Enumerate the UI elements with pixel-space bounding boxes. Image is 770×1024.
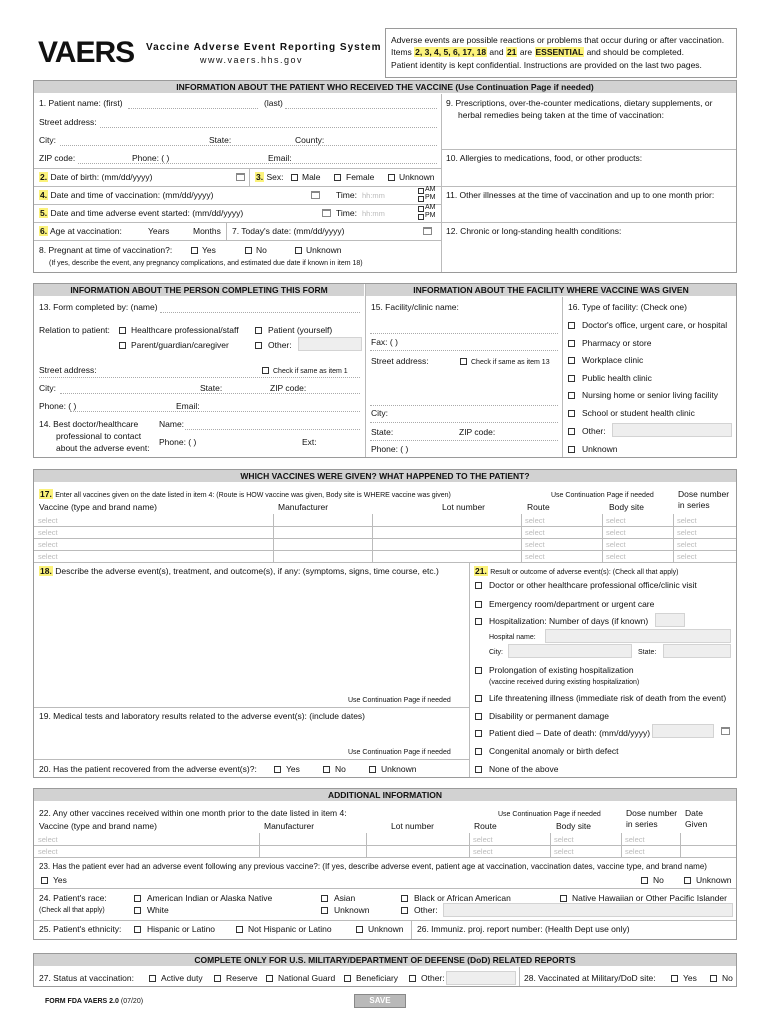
calendar-icon[interactable] bbox=[322, 209, 331, 217]
hospital-state-input[interactable] bbox=[663, 644, 731, 658]
notice-line1: Adverse events are possible reactions or problems that occur during or after vaccination. bbox=[391, 35, 725, 45]
best-doctor-label-3: about the adverse event: bbox=[56, 443, 150, 453]
outcome-hospitalization-checkbox[interactable] bbox=[475, 618, 482, 625]
save-button[interactable]: SAVE bbox=[354, 994, 406, 1008]
item18-label: 18. Describe the adverse event(s), treatment, and outcome(s), if any: (symptoms, signs, time course, etc.) bbox=[40, 566, 439, 576]
sex-male-label: Male bbox=[302, 172, 321, 182]
allergies-label: 10. Allergies to medications, food, or other products: bbox=[446, 153, 643, 163]
sex-label: 3. Sex: bbox=[256, 172, 284, 182]
site-row2-select[interactable]: select bbox=[606, 528, 626, 537]
vaccine-row3-select[interactable]: select bbox=[38, 540, 58, 549]
col-route: Route bbox=[527, 502, 550, 512]
reporter-city-label: City: bbox=[39, 383, 56, 393]
ae-pm-checkbox[interactable] bbox=[418, 214, 424, 220]
facility-unknown-label: Unknown bbox=[582, 444, 618, 454]
recovered-unknown-checkbox[interactable] bbox=[369, 766, 376, 773]
facility-other-input[interactable] bbox=[612, 423, 732, 437]
pregnant-label: 8. Pregnant at time of vaccination?: bbox=[39, 245, 173, 255]
relation-other-label: Other: bbox=[268, 340, 292, 350]
add-col-manufacturer: Manufacturer bbox=[264, 821, 315, 831]
race-aian-label: American Indian or Alaska Native bbox=[147, 893, 273, 903]
add-col-lot: Lot number bbox=[391, 821, 434, 831]
add-dose-row2-select[interactable]: select bbox=[625, 847, 645, 856]
status-beneficiary-label: Beneficiary bbox=[356, 973, 399, 983]
website: www.vaers.hhs.gov bbox=[200, 55, 304, 65]
patient-header: INFORMATION ABOUT THE PATIENT WHO RECEIVED THE VACCINE (Use Continuation Page if needed) bbox=[34, 81, 736, 93]
sex-unknown-label: Unknown bbox=[399, 172, 435, 182]
status-other-label: Other: bbox=[421, 973, 445, 983]
medications-label-2: herbal remedies being taken at the time of vaccination: bbox=[458, 110, 665, 120]
age-years-label: Years bbox=[148, 226, 170, 236]
doctor-name-label: Name: bbox=[159, 419, 185, 429]
outcome-died-checkbox[interactable] bbox=[475, 730, 482, 737]
additional-header: ADDITIONAL INFORMATION bbox=[34, 789, 736, 801]
sex-unknown-checkbox[interactable] bbox=[388, 174, 395, 181]
vax-am-checkbox[interactable] bbox=[418, 188, 424, 194]
outcome-congenital-checkbox[interactable] bbox=[475, 748, 482, 755]
outcome-doctor-checkbox[interactable] bbox=[475, 582, 482, 589]
facility-nursing-checkbox[interactable] bbox=[568, 392, 575, 399]
facility-state-label: State: bbox=[371, 427, 394, 437]
reporter-header: INFORMATION ABOUT THE PERSON COMPLETING THIS FORM bbox=[34, 284, 364, 296]
race-other-label: Other: bbox=[414, 905, 438, 915]
notice-line2: Items 2, 3, 4, 5, 6, 17, 18 and 21 are ESSENTIAL and should be completed. bbox=[391, 47, 684, 57]
patient-email-label: Email: bbox=[268, 153, 292, 163]
calendar-icon[interactable] bbox=[311, 191, 320, 199]
dose-header: Dose number in series bbox=[678, 489, 730, 510]
add-site-row1-select[interactable]: select bbox=[554, 835, 574, 844]
sex-male-checkbox[interactable] bbox=[291, 174, 298, 181]
dose-row1-select[interactable]: select bbox=[677, 516, 697, 525]
medications-label: 9. Prescriptions, over-the-counter medications, dietary supplements, or bbox=[446, 98, 713, 108]
item19-continuation: Use Continuation Page if needed bbox=[348, 749, 451, 756]
facility-doctor-label: Doctor's office, urgent care, or hospital bbox=[582, 320, 728, 330]
race-unknown-checkbox[interactable] bbox=[321, 907, 328, 914]
add-col-vaccine: Vaccine (type and brand name) bbox=[39, 821, 157, 831]
mil-site-yes-label: Yes bbox=[683, 973, 697, 983]
vaccine-row2-select[interactable]: select bbox=[38, 528, 58, 537]
same-as-item1-checkbox[interactable] bbox=[262, 367, 269, 374]
race-unknown-label: Unknown bbox=[334, 905, 370, 915]
vax-date-label: 4. Date and time of vaccination: (mm/dd/yyyy) bbox=[40, 190, 214, 200]
facility-public-label: Public health clinic bbox=[582, 373, 652, 383]
status-guard-checkbox[interactable] bbox=[266, 975, 273, 982]
col-lot: Lot number bbox=[442, 502, 485, 512]
race-asian-label: Asian bbox=[334, 893, 356, 903]
status-reserve-label: Reserve bbox=[226, 973, 258, 983]
item27-label: 27. Status at vaccination: bbox=[39, 973, 134, 983]
patient-city-label: City: bbox=[39, 135, 56, 145]
age-label: 6. Age at vaccination: bbox=[40, 226, 122, 236]
item19-label: 19. Medical tests and laboratory results related to the adverse event(s): (include dates) bbox=[39, 711, 366, 721]
item24-note: (Check all that apply) bbox=[39, 907, 105, 914]
calendar-icon[interactable] bbox=[721, 727, 730, 735]
ae-time-input[interactable]: hh:mm bbox=[362, 209, 385, 218]
dose-row2-select[interactable]: select bbox=[677, 528, 697, 537]
vax-time-label: Time: bbox=[336, 190, 357, 200]
pregnant-note: (If yes, describe the event, any pregnancy complications, and estimated due date if known in item 18) bbox=[49, 260, 363, 267]
vax-time-input[interactable]: hh:mm bbox=[362, 191, 385, 200]
col-manufacturer: Manufacturer bbox=[278, 502, 329, 512]
relation-hcp-checkbox[interactable] bbox=[119, 327, 126, 334]
patient-state-label: State: bbox=[209, 135, 232, 145]
prev-ae-unknown-checkbox[interactable] bbox=[684, 877, 691, 884]
status-guard-label: National Guard bbox=[278, 973, 336, 983]
race-white-label: White bbox=[147, 905, 169, 915]
patient-phone-label: Phone: ( ) bbox=[132, 153, 170, 163]
mil-site-no-checkbox[interactable] bbox=[710, 975, 717, 982]
ae-am-label: AM bbox=[425, 204, 436, 211]
prev-ae-unknown-label: Unknown bbox=[696, 875, 732, 885]
facility-other-checkbox[interactable] bbox=[568, 428, 575, 435]
best-doctor-label-2: professional to contact bbox=[56, 431, 142, 441]
relation-patient-label: Patient (yourself) bbox=[268, 325, 333, 335]
facility-fax-label: Fax: ( ) bbox=[371, 337, 398, 347]
site-row4-select[interactable]: select bbox=[606, 552, 626, 561]
ethnicity-unknown-label: Unknown bbox=[368, 924, 404, 934]
status-other-checkbox[interactable] bbox=[409, 975, 416, 982]
status-active-checkbox[interactable] bbox=[149, 975, 156, 982]
hospital-name-input[interactable] bbox=[545, 629, 731, 643]
facility-pharmacy-label: Pharmacy or store bbox=[582, 338, 652, 348]
facility-school-label: School or student health clinic bbox=[582, 408, 695, 418]
outcome-none-label: None of the above bbox=[489, 764, 559, 774]
race-nhpi-checkbox[interactable] bbox=[560, 895, 567, 902]
doctor-phone-label: Phone: ( ) bbox=[159, 437, 197, 447]
facility-workplace-label: Workplace clinic bbox=[582, 355, 644, 365]
status-reserve-checkbox[interactable] bbox=[214, 975, 221, 982]
reporter-state-label: State: bbox=[200, 383, 223, 393]
ethnicity-not-hispanic-checkbox[interactable] bbox=[236, 926, 243, 933]
item17-label: 17. Enter all vaccines given on the date listed in item 4: (Route is HOW vaccine was given, Body site is WHERE vaccine was given) bbox=[40, 489, 451, 499]
ae-am-checkbox[interactable] bbox=[418, 206, 424, 212]
facility-workplace-checkbox[interactable] bbox=[568, 357, 575, 364]
item18-continuation: Use Continuation Page if needed bbox=[348, 697, 451, 704]
race-other-checkbox[interactable] bbox=[401, 907, 408, 914]
sex-female-label: Female bbox=[346, 172, 375, 182]
ae-pm-label: PM bbox=[425, 212, 436, 219]
item25-label: 25. Patient's ethnicity: bbox=[39, 924, 122, 934]
pregnant-no-checkbox[interactable] bbox=[245, 247, 252, 254]
calendar-icon[interactable] bbox=[236, 173, 245, 181]
reporter-email-label: Email: bbox=[176, 401, 200, 411]
recovered-no-label: No bbox=[335, 764, 346, 774]
facility-city-label: City: bbox=[371, 408, 388, 418]
item20-label: 20. Has the patient recovered from the adverse event(s)?: bbox=[39, 764, 257, 774]
notice-line3: Patient identity is kept confidential. Instructions are provided on the last two pages. bbox=[391, 60, 702, 70]
ethnicity-unknown-checkbox[interactable] bbox=[356, 926, 363, 933]
dob-label: 2. Date of birth: (mm/dd/yyyy) bbox=[40, 172, 153, 182]
reporter-street-label: Street address: bbox=[39, 365, 97, 375]
calendar-icon[interactable] bbox=[423, 227, 432, 235]
facility-nursing-label: Nursing home or senior living facility bbox=[582, 390, 719, 400]
system-title: Vaccine Adverse Event Reporting System bbox=[146, 42, 382, 53]
facility-other-label: Other: bbox=[582, 426, 606, 436]
patient-county-label: County: bbox=[295, 135, 325, 145]
completed-by-label: 13. Form completed by: (name) bbox=[39, 302, 158, 312]
best-doctor-label: 14. Best doctor/healthcare bbox=[39, 419, 139, 429]
prev-ae-no-checkbox[interactable] bbox=[641, 877, 648, 884]
add-dose-row1-select[interactable]: select bbox=[625, 835, 645, 844]
facility-street-label: Street address: bbox=[371, 356, 429, 366]
add-col-route: Route bbox=[474, 821, 497, 831]
form-id: FORM FDA VAERS 2.0 (07/20) bbox=[45, 998, 144, 1005]
facility-type-label: 16. Type of facility: (Check one) bbox=[568, 302, 687, 312]
ae-time-label: Time: bbox=[336, 208, 357, 218]
race-aian-checkbox[interactable] bbox=[134, 895, 141, 902]
outcome-hospitalization-label: Hospitalization: Number of days (if known) bbox=[489, 616, 649, 626]
hospital-city-label: City: bbox=[489, 649, 503, 656]
race-other-input[interactable] bbox=[443, 903, 733, 917]
race-asian-checkbox[interactable] bbox=[321, 895, 328, 902]
pregnant-yes-checkbox[interactable] bbox=[191, 247, 198, 254]
hospital-days-input[interactable] bbox=[655, 613, 685, 627]
status-other-input[interactable] bbox=[446, 971, 516, 985]
race-black-label: Black or African American bbox=[414, 893, 511, 903]
ethnicity-not-hispanic-label: Not Hispanic or Latino bbox=[248, 924, 332, 934]
patient-street-label: Street address: bbox=[39, 117, 97, 127]
dose-row3-select[interactable]: select bbox=[677, 540, 697, 549]
race-black-checkbox[interactable] bbox=[401, 895, 408, 902]
race-nhpi-label: Native Hawaiian or Other Pacific Islander bbox=[572, 893, 727, 903]
prev-ae-yes-checkbox[interactable] bbox=[41, 877, 48, 884]
hospital-state-label: State: bbox=[638, 649, 657, 656]
route-row2-select[interactable]: select bbox=[525, 528, 545, 537]
status-active-label: Active duty bbox=[161, 973, 203, 983]
item26-label: 26. Immuniz. proj. report number: (Health Dept use only) bbox=[417, 924, 630, 934]
patient-last-label: (last) bbox=[264, 98, 283, 108]
outcome-disability-checkbox[interactable] bbox=[475, 713, 482, 720]
vaers-logo: VAERS bbox=[38, 36, 135, 69]
pregnant-unknown-checkbox[interactable] bbox=[295, 247, 302, 254]
prolongation-note: (vaccine received during existing hospitalization) bbox=[489, 679, 640, 686]
route-row4-select[interactable]: select bbox=[525, 552, 545, 561]
dose-row4-select[interactable]: select bbox=[677, 552, 697, 561]
prev-ae-yes-label: Yes bbox=[53, 875, 67, 885]
sex-female-checkbox[interactable] bbox=[334, 174, 341, 181]
outcome-none-checkbox[interactable] bbox=[475, 766, 482, 773]
add-site-row2-select[interactable]: select bbox=[554, 847, 574, 856]
same-as-item13-checkbox[interactable] bbox=[460, 358, 467, 365]
recovered-yes-label: Yes bbox=[286, 764, 300, 774]
facility-public-checkbox[interactable] bbox=[568, 375, 575, 382]
pregnant-unknown-label: Unknown bbox=[306, 245, 342, 255]
item23-label: 23. Has the patient ever had an adverse event following any previous vaccine?: (If yes, describe adverse event, patient age at vaccination, vaccination dates, vaccine type, and brand name) bbox=[39, 862, 707, 871]
relation-other-checkbox[interactable] bbox=[255, 342, 262, 349]
add-vaccine-row2-select[interactable]: select bbox=[38, 847, 58, 856]
same-as-item1-label: Check if same as item 1 bbox=[273, 368, 348, 375]
vax-am-label: AM bbox=[425, 186, 436, 193]
facility-phone-label: Phone: ( ) bbox=[371, 444, 409, 454]
ethnicity-hispanic-label: Hispanic or Latino bbox=[147, 924, 216, 934]
relation-label: Relation to patient: bbox=[39, 325, 110, 335]
route-row1-select[interactable]: select bbox=[525, 516, 545, 525]
vaccine-row4-select[interactable]: select bbox=[38, 552, 58, 561]
chronic-label: 12. Chronic or long-standing health conditions: bbox=[446, 226, 622, 236]
hospital-name-label: Hospital name: bbox=[489, 634, 536, 641]
same-as-item13-label: Check if same as item 13 bbox=[471, 359, 550, 366]
status-beneficiary-checkbox[interactable] bbox=[344, 975, 351, 982]
age-months-label: Months bbox=[193, 226, 221, 236]
facility-doctor-checkbox[interactable] bbox=[568, 322, 575, 329]
item21-label: 21. Result or outcome of adverse event(s): (Check all that apply) bbox=[475, 566, 679, 576]
recovered-unknown-label: Unknown bbox=[381, 764, 417, 774]
reporter-phone-label: Phone: ( ) bbox=[39, 401, 77, 411]
outcome-died-label: Patient died – Date of death: (mm/dd/yyyy) bbox=[489, 728, 651, 738]
reporter-zip-label: ZIP code: bbox=[270, 383, 307, 393]
item22-continuation: Use Continuation Page if needed bbox=[498, 811, 601, 818]
facility-pharmacy-checkbox[interactable] bbox=[568, 340, 575, 347]
pregnant-no-label: No bbox=[256, 245, 267, 255]
outcome-er-label: Emergency room/department or urgent care bbox=[489, 599, 655, 609]
relation-hcp-label: Healthcare professional/staff bbox=[131, 325, 239, 335]
col-vaccine: Vaccine (type and brand name) bbox=[39, 502, 157, 512]
outcome-doctor-label: Doctor or other healthcare professional office/clinic visit bbox=[489, 580, 697, 590]
military-header: COMPLETE ONLY FOR U.S. MILITARY/DEPARTMENT OF DEFENSE (DoD) RELATED REPORTS bbox=[34, 954, 736, 966]
add-col-body-site: Body site bbox=[556, 821, 591, 831]
doctor-ext-label: Ext: bbox=[302, 437, 317, 447]
add-vaccine-row1-select[interactable]: select bbox=[38, 835, 58, 844]
add-col-date: Date Given bbox=[685, 808, 708, 829]
vaccines-header: WHICH VACCINES WERE GIVEN? WHAT HAPPENED TO THE PATIENT? bbox=[34, 470, 736, 482]
patient-zip-label: ZIP code: bbox=[39, 153, 76, 163]
hospital-city-input[interactable] bbox=[508, 644, 632, 658]
add-route-row1-select[interactable]: select bbox=[473, 835, 493, 844]
relation-parent-checkbox[interactable] bbox=[119, 342, 126, 349]
site-row3-select[interactable]: select bbox=[606, 540, 626, 549]
route-row3-select[interactable]: select bbox=[525, 540, 545, 549]
facility-zip-label: ZIP code: bbox=[459, 427, 496, 437]
item17-continuation: Use Continuation Page if needed bbox=[551, 492, 654, 499]
patient-name-label: 1. Patient name: (first) bbox=[39, 98, 123, 108]
recovered-yes-checkbox[interactable] bbox=[274, 766, 281, 773]
col-body-site: Body site bbox=[609, 502, 644, 512]
outcome-disability-label: Disability or permanent damage bbox=[489, 711, 610, 721]
item24-label: 24. Patient's race: bbox=[39, 893, 107, 903]
race-white-checkbox[interactable] bbox=[134, 907, 141, 914]
item28-label: 28. Vaccinated at Military/DoD site: bbox=[524, 973, 656, 983]
pregnant-yes-label: Yes bbox=[202, 245, 216, 255]
death-date-input[interactable] bbox=[652, 724, 714, 738]
site-row1-select[interactable]: select bbox=[606, 516, 626, 525]
illnesses-label: 11. Other illnesses at the time of vaccination and up to one month prior: bbox=[446, 190, 715, 200]
facility-name-label: 15. Facility/clinic name: bbox=[371, 302, 459, 312]
relation-other-input[interactable] bbox=[298, 337, 362, 351]
relation-parent-label: Parent/guardian/caregiver bbox=[131, 340, 229, 350]
relation-patient-checkbox[interactable] bbox=[255, 327, 262, 334]
add-route-row2-select[interactable]: select bbox=[473, 847, 493, 856]
prev-ae-no-label: No bbox=[653, 875, 664, 885]
vax-pm-checkbox[interactable] bbox=[418, 196, 424, 202]
vax-pm-label: PM bbox=[425, 194, 436, 201]
outcome-congenital-label: Congenital anomaly or birth defect bbox=[489, 746, 619, 756]
outcome-prolongation-label: Prolongation of existing hospitalization bbox=[489, 665, 634, 675]
recovered-no-checkbox[interactable] bbox=[323, 766, 330, 773]
outcome-er-checkbox[interactable] bbox=[475, 601, 482, 608]
facility-school-checkbox[interactable] bbox=[568, 410, 575, 417]
facility-header: INFORMATION ABOUT THE FACILITY WHERE VACCINE WAS GIVEN bbox=[366, 284, 736, 296]
ethnicity-hispanic-checkbox[interactable] bbox=[134, 926, 141, 933]
mil-site-yes-checkbox[interactable] bbox=[671, 975, 678, 982]
outcome-life-threatening-checkbox[interactable] bbox=[475, 695, 482, 702]
today-date-label: 7. Today's date: (mm/dd/yyyy) bbox=[232, 226, 345, 236]
vaccine-row1-select[interactable]: select bbox=[38, 516, 58, 525]
add-col-dose: Dose number in series bbox=[626, 808, 678, 829]
ae-date-label: 5. Date and time adverse event started: (mm/dd/yyyy) bbox=[40, 208, 244, 218]
item22-label: 22. Any other vaccines received within one month prior to the date listed in item 4: bbox=[39, 808, 347, 818]
outcome-prolongation-checkbox[interactable] bbox=[475, 667, 482, 674]
outcome-life-threatening-label: Life threatening illness (immediate risk of death from the event) bbox=[489, 693, 727, 703]
facility-unknown-checkbox[interactable] bbox=[568, 446, 575, 453]
mil-site-no-label: No bbox=[722, 973, 733, 983]
